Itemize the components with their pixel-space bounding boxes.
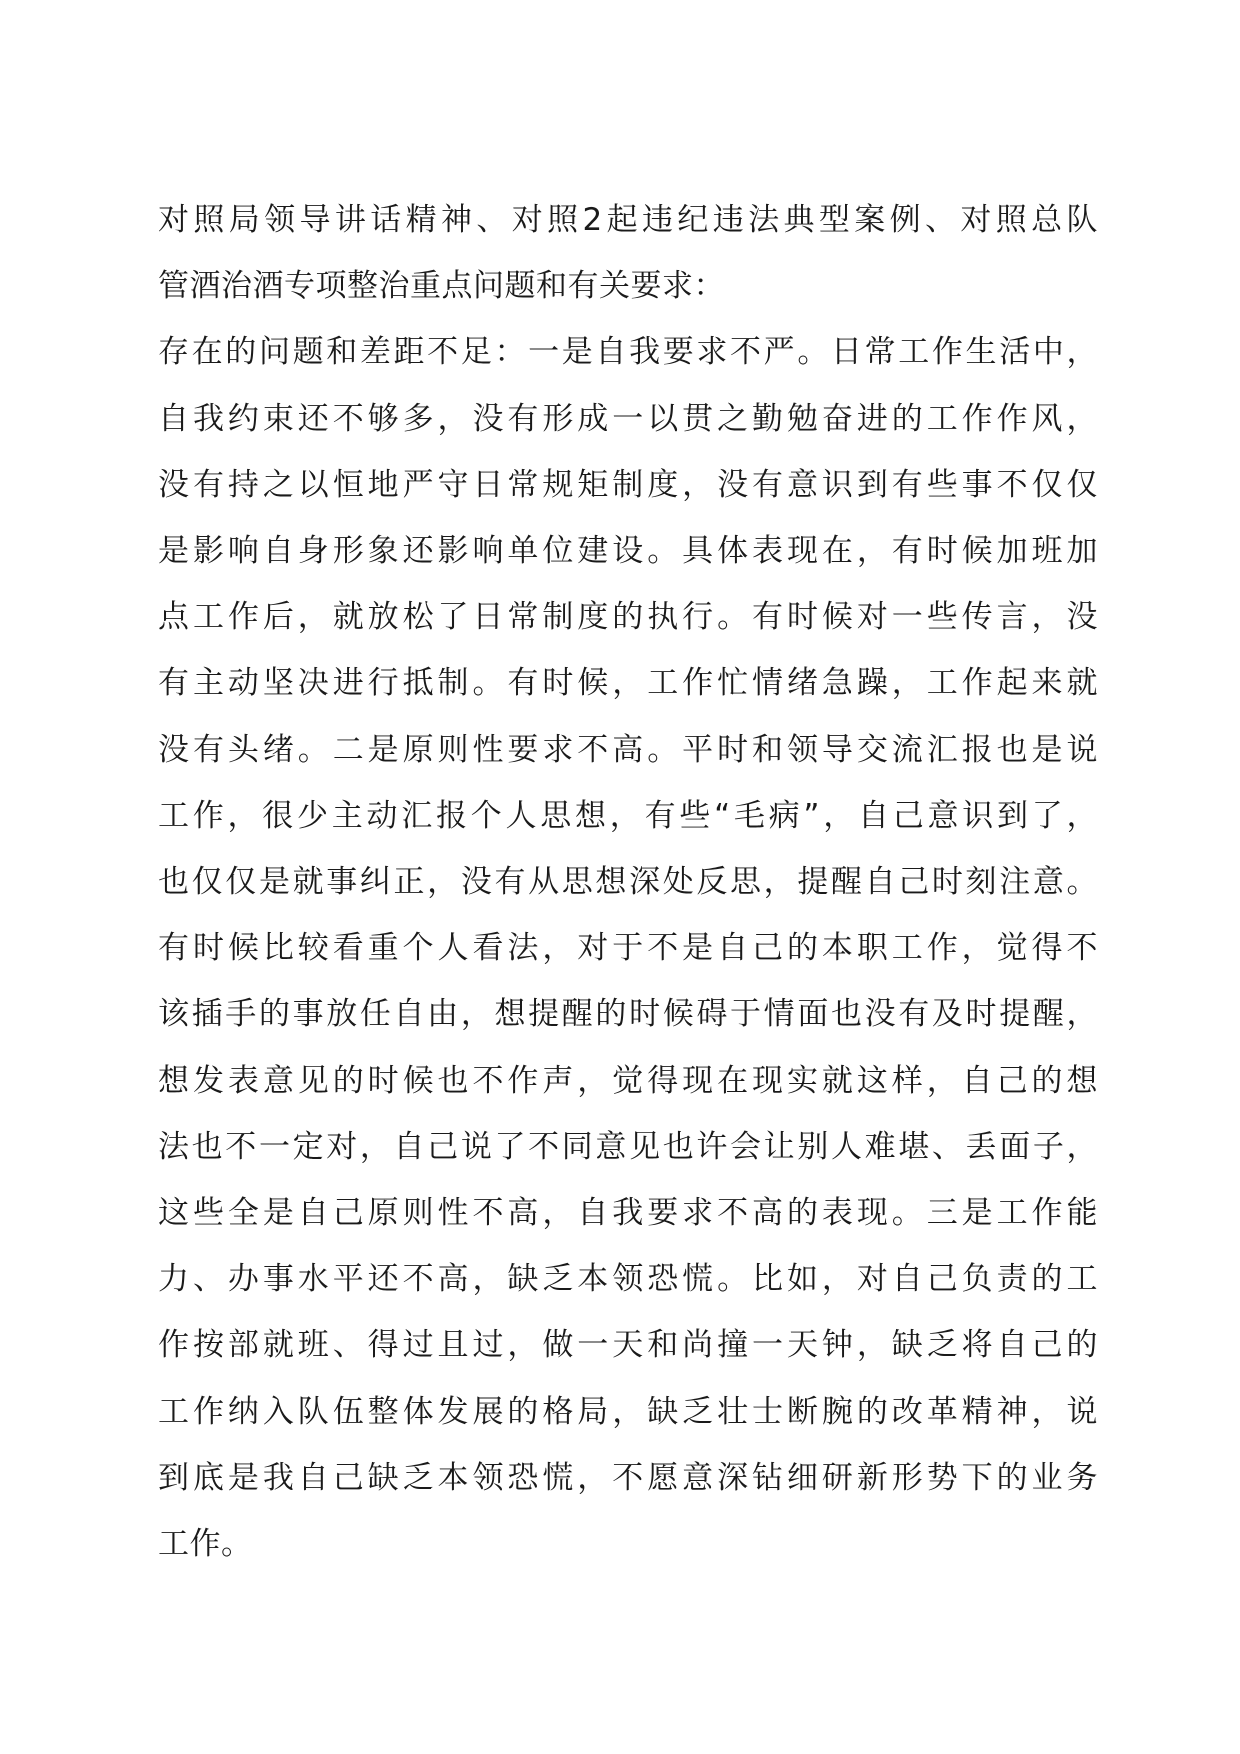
body-line-12: 想发表意见的时候也不作声，觉得现在现实就这样，自己的想 [158,1062,1098,1099]
body-line-17: 工作纳入队伍整体发展的格局，缺乏壮士断腕的改革精神，说 [158,1393,1098,1430]
body-line-15: 力、办事水平还不高，缺乏本领恐慌。比如，对自己负责的工 [158,1261,1098,1298]
body-line-18: 到底是我自己缺乏本领恐慌，不愿意深钻细研新形势下的业务 [158,1459,1098,1496]
body-line-11: 该插手的事放任自由，想提醒的时候碍于情面也没有及时提醒， [158,996,1098,1033]
heading-line-2: 管酒治酒专项整治重点问题和有关要求： [158,268,725,305]
body-line-9: 也仅仅是就事纠正，没有从思想深处反思，提醒自己时刻注意。 [158,864,1098,901]
body-line-14: 这些全是自己原则性不高，自我要求不高的表现。三是工作能 [158,1195,1098,1232]
body-line-10: 有时候比较看重个人看法，对于不是自己的本职工作，觉得不 [158,930,1098,967]
body-line-3: 没有持之以恒地严守日常规矩制度，没有意识到有些事不仅仅 [158,466,1098,503]
body-line-16: 作按部就班、得过且过，做一天和尚撞一天钟，缺乏将自己的 [158,1327,1098,1364]
body-paragraph [158,319,1098,1577]
body-line-1: 存在的问题和差距不足：一是自我要求不严。日常工作生活中， [158,334,1098,371]
body-line-7: 没有头绪。二是原则性要求不高。平时和领导交流汇报也是说 [158,731,1098,768]
body-line-8: 工作，很少主动汇报个人思想，有些“毛病”，自己意识到了， [158,797,1098,834]
body-line-2: 自我约束还不够多，没有形成一以贯之勤勉奋进的工作作风， [158,400,1098,437]
heading-line-1: 对照局领导讲话精神、对照2起违纪违法典型案例、对照总队 [158,202,1098,238]
body-line-13: 法也不一定对，自己说了不同意见也许会让别人难堪、丢面子， [158,1128,1098,1165]
heading-paragraph [158,187,1098,319]
body-line-5: 点工作后，就放松了日常制度的执行。有时候对一些传言，没 [158,599,1098,636]
document-body [158,187,1098,1577]
body-line-4: 是影响自身形象还影响单位建设。具体表现在，有时候加班加 [158,533,1098,570]
body-line-19: 工作。 [158,1526,253,1563]
body-line-6: 有主动坚决进行抵制。有时候，工作忙情绪急躁，工作起来就 [158,665,1098,702]
